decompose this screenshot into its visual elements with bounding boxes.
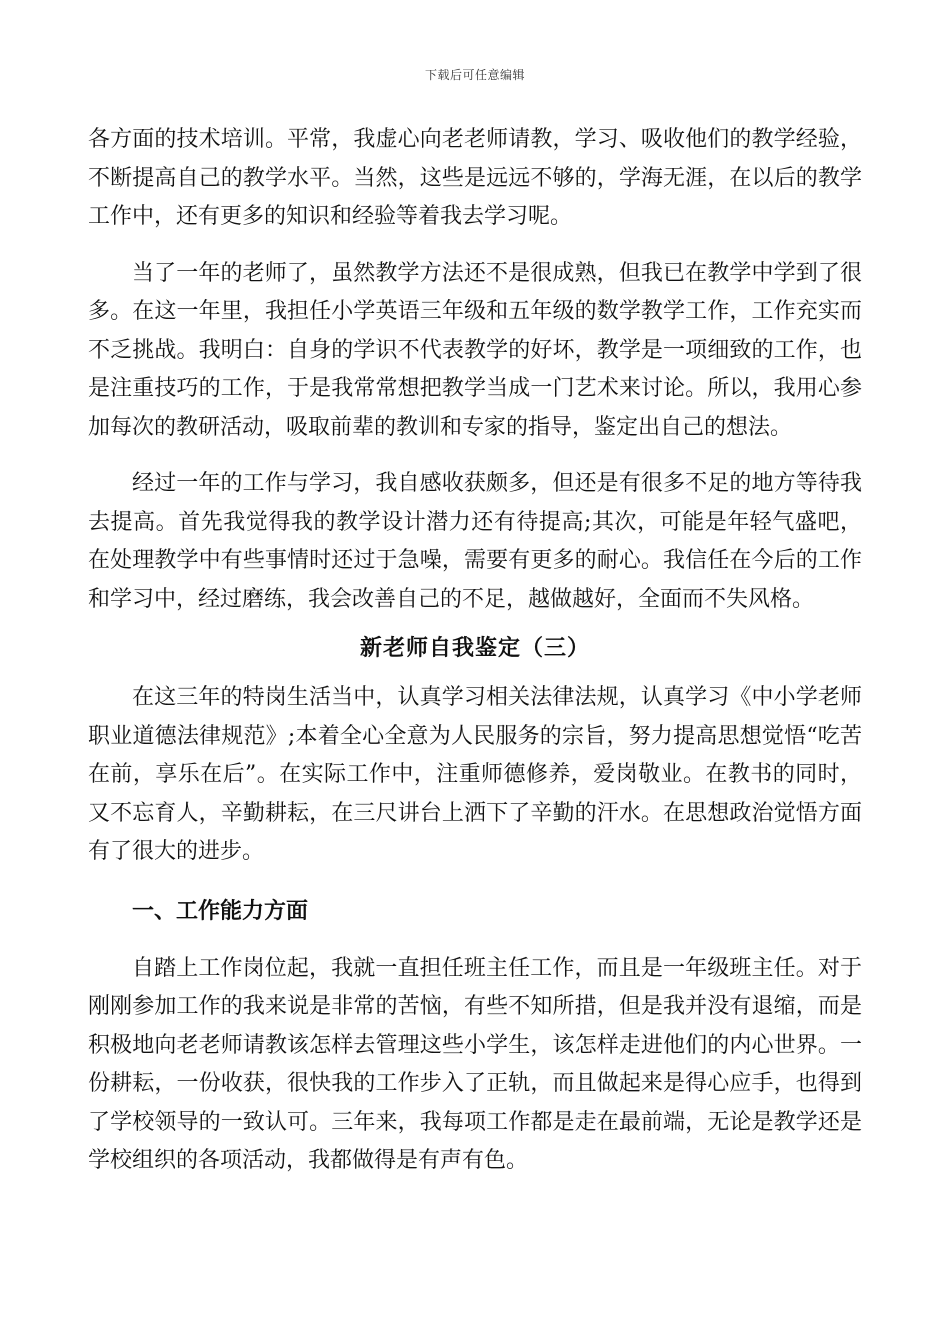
paragraph-3: 经过一年的工作与学习，我自感收获颇多，但还是有很多不足的地方等待我去提高。首先我觉得我的教学设计潜力还有待提高;其次，可能是年轻气盛吧，在处理教学中有些事情时还过于急噪，需要有更多的耐心。我信任在今后的工作和学习中，经过磨练，我会改善自己的不足，越做越好，全面而不失风格。 bbox=[88, 471, 862, 612]
paragraph-1: 各方面的技术培训。平常，我虚心向老老师请教，学习、吸收他们的教学经验，不断提高自己的教学水平。当然，这些是远远不够的，学海无涯，在以后的教学工作中，还有更多的知识和经验等着我去学习呢。 bbox=[88, 127, 862, 229]
paragraph-2: 当了一年的老师了，虽然教学方法还不是很成熟，但我已在教学中学到了很多。在这一年里，我担任小学英语三年级和五年级的数学教学工作，工作充实而不乏挑战。我明白：自身的学识不代表教学的好坏，教学是一项细致的工作，也是注重技巧的工作，于是我常常想把教学当成一门艺术来讨论。所以，我用心参加每次的教研活动，吸取前辈的教训和专家的指导，鉴定出自己的想法。 bbox=[88, 260, 862, 440]
subsection-heading: 一、工作能力方面 bbox=[132, 897, 309, 924]
paragraph-5: 自踏上工作岗位起，我就一直担任班主任工作，而且是一年级班主任。对于刚刚参加工作的我来说是非常的苦恼，有些不知所措，但是我并没有退缩，而是积极地向老老师请教该怎样去管理这些小学生，该怎样走进他们的内心世界。一份耕耘，一份收获，很快我的工作步入了正轨，而且做起来是得心应手，也得到了学校领导的一致认可。三年来，我每项工作都是走在最前端，无论是教学还是学校组织的各项活动，我都做得是有声有色。 bbox=[88, 955, 862, 1173]
paragraph-gap bbox=[88, 237, 862, 255]
paragraph-gap bbox=[88, 447, 862, 465]
paragraph-gap bbox=[88, 930, 862, 950]
section-title: 新老师自我鉴定（三） bbox=[359, 635, 590, 661]
paragraph-gap bbox=[88, 619, 862, 629]
page-header: 下载后可任意编辑 bbox=[424, 68, 525, 82]
document-body bbox=[88, 121, 862, 1181]
paragraph-4: 在这三年的特岗生活当中，认真学习相关法律法规，认真学习《中小学老师职业道德法律规范》;本着全心全意为人民服务的宗旨，努力提高思想觉悟“吃苦在前，享乐在后”。在实际工作中，注重师德修养，爱岗敬业。在教书的同时，又不忘育人，辛勤耕耘，在三尺讲台上洒下了辛勤的汗水。在思想政治觉悟方面有了很大的进步。 bbox=[88, 685, 862, 864]
paragraph-gap bbox=[88, 667, 862, 679]
paragraph-gap bbox=[88, 872, 862, 892]
